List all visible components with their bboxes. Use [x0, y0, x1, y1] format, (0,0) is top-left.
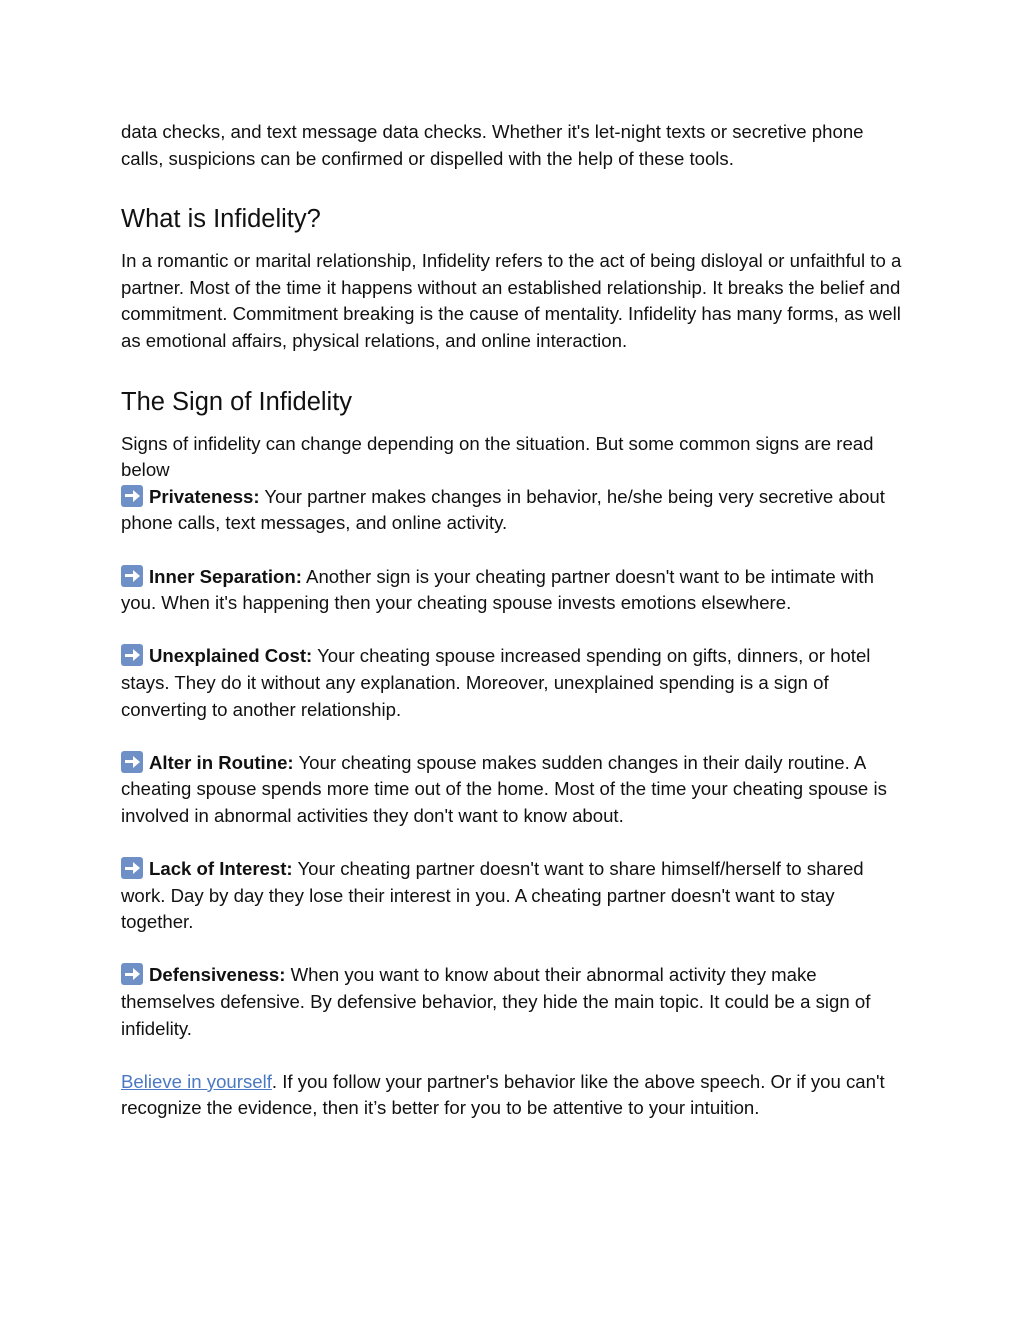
paragraph-spacer — [121, 936, 911, 963]
sign-text-privateness: Your partner makes changes in behavior, he/she being very secretive about phone calls, text messages, and online activity. — [121, 485, 885, 534]
sign-item-lack-of-interest — [121, 856, 911, 936]
sign-title-defensiveness: Defensiveness: — [149, 964, 286, 986]
infidelity-definition-paragraph: In a romantic or marital relationship, Infidelity refers to the act of being disloyal or unfaithful to a partner. Most of the time it happens without an established relationship. It breaks the belief and commitment. Commitment breaking is the cause of mentality. Infidelity has many forms, as well as emotional affairs, physical relations, and online interaction. — [121, 250, 902, 351]
right-arrow-icon — [121, 485, 143, 507]
sign-item-defensiveness — [121, 962, 911, 1042]
sign-item-unexplained-cost — [121, 643, 911, 723]
paragraph-spacer — [121, 1042, 911, 1069]
sign-title-alter-in-routine: Alter in Routine: — [149, 751, 294, 773]
heading-sign-of-infidelity: The Sign of Infidelity — [121, 387, 353, 416]
sign-title-inner-separation: Inner Separation: — [149, 565, 302, 587]
sign-title-lack-of-interest: Lack of Interest: — [149, 858, 293, 880]
sign-title-privateness: Privateness: — [149, 485, 260, 507]
sign-text-defensiveness: When you want to know about their abnormal activity they make themselves defensive. By defensive behavior, they hide the main topic. It could be a sign of infidelity. — [121, 964, 871, 1039]
heading-what-is-infidelity: What is Infidelity? — [121, 205, 321, 234]
sign-item-alter-in-routine — [121, 750, 911, 830]
closing-paragraph — [121, 1069, 911, 1122]
right-arrow-icon — [121, 857, 143, 879]
sign-text-inner-separation: Another sign is your cheating partner doesn't want to be intimate with you. When it's happening then your cheating spouse invests emotions elsewhere. — [121, 565, 874, 614]
paragraph-spacer — [121, 537, 911, 564]
signs-intro-text: Signs of infidelity can change depending on the situation. But some common signs are read below — [121, 432, 874, 481]
intro-paragraph: data checks, and text message data checks. Whether it's let-night texts or secretive phone calls, suspicions can be confirmed or dispelled with the help of these tools. — [121, 121, 864, 169]
right-arrow-icon — [121, 565, 143, 587]
believe-in-yourself-link[interactable]: Believe in yourself — [121, 1070, 272, 1092]
document-page — [121, 119, 911, 1122]
signs-intro-paragraph — [121, 431, 911, 537]
paragraph-spacer — [121, 829, 911, 856]
paragraph-spacer — [121, 723, 911, 750]
sign-text-unexplained-cost: Your cheating spouse increased spending on gifts, dinners, or hotel stays. They do it without any explanation. Moreover, unexplained spending is a sign of converting to another relationship. — [121, 645, 871, 720]
right-arrow-icon — [121, 644, 143, 666]
sign-text-alter-in-routine: Your cheating spouse makes sudden changes in their daily routine. A cheating spouse spends more time out of the home. Most of the time your cheating spouse is involved in abnormal activities they don't want to know about. — [121, 751, 887, 826]
right-arrow-icon — [121, 751, 143, 773]
paragraph-spacer — [121, 617, 911, 644]
closing-text: . If you follow your partner's behavior like the above speech. Or if you can't recognize the evidence, then it’s better for you to be attentive to your intuition. — [121, 1070, 885, 1119]
sign-item-inner-separation — [121, 564, 911, 617]
sign-text-lack-of-interest: Your cheating partner doesn't want to share himself/herself to shared work. Day by day they lose their interest in you. A cheating partner doesn't want to stay together. — [121, 858, 864, 933]
sign-title-unexplained-cost: Unexplained Cost: — [149, 645, 313, 667]
right-arrow-icon — [121, 963, 143, 985]
